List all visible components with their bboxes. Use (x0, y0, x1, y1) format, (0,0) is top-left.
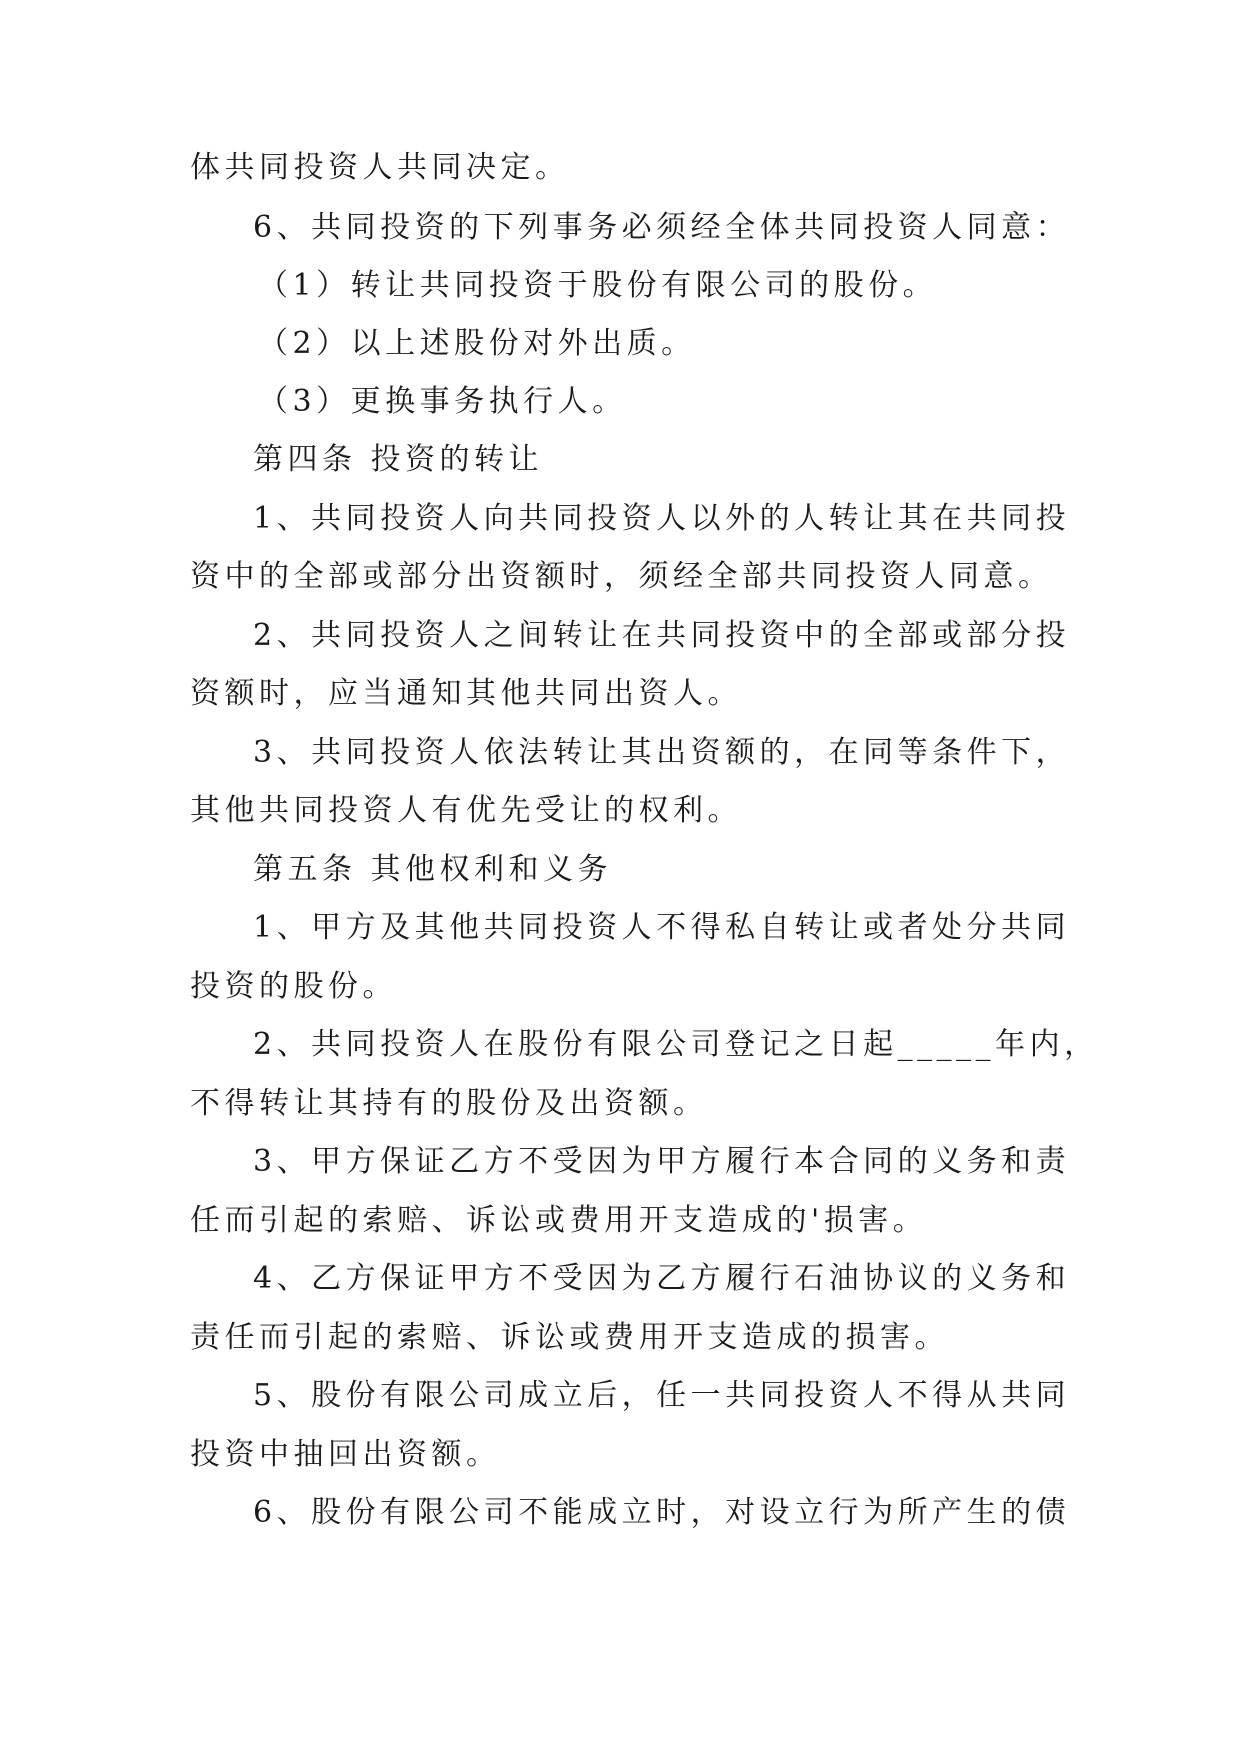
text-line: 3、共同投资人依法转让其出资额的，在同等条件下， (253, 735, 1071, 770)
article-5-heading: 第五条 其他权利和义务 (253, 852, 613, 887)
clause-6-heading: 6、共同投资的下列事务必须经全体共同投资人同意： (253, 210, 1071, 245)
text-line: 1、共同投资人向共同投资人以外的人转让其在共同投 (253, 501, 1071, 536)
text-line: 资中的全部或部分出资额时，须经全部共同投资人同意。 (190, 559, 1053, 594)
text-line: 任而引起的索赔、诉讼或费用开支造成的'损害。 (190, 1203, 928, 1238)
text-line: 其他共同投资人有优先受让的权利。 (190, 793, 742, 828)
text-line: 资额时，应当通知其他共同出资人。 (190, 676, 742, 711)
article-4-heading: 第四条 投资的转让 (253, 442, 544, 477)
text-line: 体共同投资人共同决定。 (190, 150, 570, 185)
text-line: 1、甲方及其他共同投资人不得私自转让或者处分共同 (253, 910, 1071, 945)
text-line: 责任而引起的索赔、诉讼或费用开支造成的损害。 (190, 1320, 949, 1355)
list-item: （2）以上述股份对外出质。 (258, 326, 696, 361)
text-line: 3、甲方保证乙方不受因为甲方履行本合同的义务和责 (253, 1144, 1071, 1179)
text-line: 2、共同投资人之间转让在共同投资中的全部或部分投 (253, 618, 1071, 653)
text-line: 6、股份有限公司不能成立时，对设立行为所产生的债 (253, 1495, 1071, 1530)
text-line: 投资的股份。 (190, 969, 397, 1004)
text-line: 4、乙方保证甲方不受因为乙方履行石油协议的义务和 (253, 1261, 1071, 1296)
list-item: （1）转让共同投资于股份有限公司的股份。 (258, 268, 938, 303)
text-line: 投资中抽回出资额。 (190, 1437, 501, 1472)
text-line: 5、股份有限公司成立后，任一共同投资人不得从共同 (253, 1378, 1071, 1413)
text-line: 不得转让其持有的股份及出资额。 (190, 1086, 708, 1121)
text-line: 2、共同投资人在股份有限公司登记之日起_____年内， (253, 1027, 1099, 1062)
list-item: （3）更换事务执行人。 (258, 384, 627, 419)
